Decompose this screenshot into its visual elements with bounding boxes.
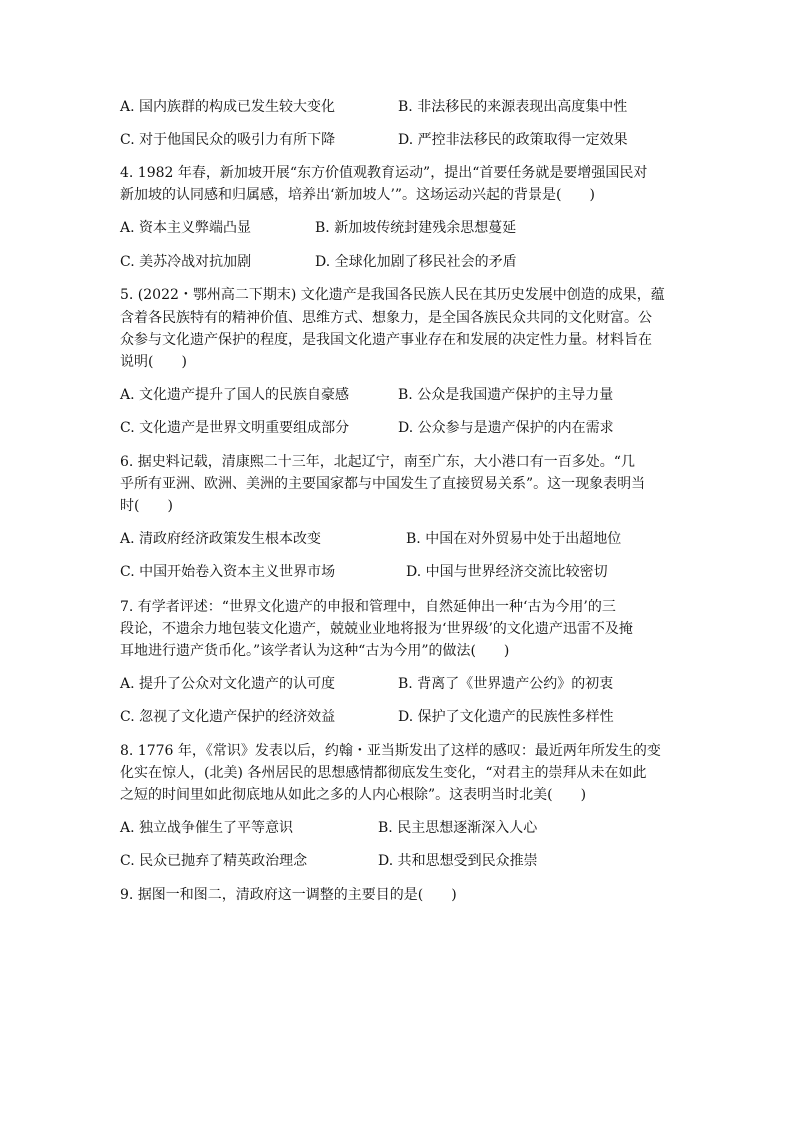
q4-stem-line-2: 新加坡的认同感和归属感，培养出‘新加坡人’”。这场运动兴起的背景是( ) [120, 187, 595, 203]
q5-stem-line-3: 众参与文化遗产保护的程度，是我国文化遗产事业存在和发展的决定性力量。材料旨在 [120, 332, 652, 348]
q3-option-a: A. 国内族群的构成已发生较大变化 [120, 99, 336, 115]
q6-stem-line-1: 6. 据史料记载，清康熙二十三年，北起辽宁，南至广东，大小港口有一百多处。“几 [120, 454, 635, 470]
q7-option-c: C. 忽视了文化遗产保护的经济效益 [120, 709, 336, 725]
q3-option-b: B. 非法移民的来源表现出高度集中性 [398, 99, 628, 115]
q9-stem-line-1: 9. 据图一和图二，清政府这一调整的主要目的是( ) [120, 887, 457, 903]
q4-option-d: D. 全球化加剧了移民社会的矛盾 [315, 254, 517, 270]
q7-stem-line-3: 耳地进行遗产货币化。”该学者认为这种“古为今用”的做法( ) [120, 643, 510, 659]
q5-option-b: B. 公众是我国遗产保护的主导力量 [398, 387, 614, 403]
q7-stem-line-2: 段论，不遗余力地包装文化遗产，兢兢业业地将报为‘世界级’的文化遗产迅雷不及掩 [120, 621, 633, 637]
q5-stem-line-2: 含着各民族特有的精神价值、思维方式、想象力，是全国各族民众共同的文化财富。公 [120, 310, 652, 326]
q8-option-b: B. 民主思想逐渐深入人心 [378, 820, 538, 836]
q3-option-d: D. 严控非法移民的政策取得一定效果 [398, 132, 628, 148]
q6-stem-line-2: 乎所有亚洲、欧洲、美洲的主要国家都与中国发生了直接贸易关系”。这一现象表明当 [120, 476, 646, 492]
q4-option-b: B. 新加坡传统封建残余思想蔓延 [315, 220, 517, 236]
q6-option-a: A. 清政府经济政策发生根本改变 [120, 531, 322, 547]
q8-option-d: D. 共和思想受到民众推崇 [378, 853, 538, 869]
q6-option-c: C. 中国开始卷入资本主义世界市场 [120, 564, 336, 580]
q8-stem-line-2: 化实在惊人，(北美) 各州居民的思想感情都彻底发生变化，“对君主的崇拜从未在如此 [120, 765, 647, 781]
q8-stem-line-1: 8. 1776 年，《常识》发表以后，约翰・亚当斯发出了这样的感叹：最近两年所发生的变 [120, 743, 661, 759]
q3-option-c: C. 对于他国民众的吸引力有所下降 [120, 132, 336, 148]
q7-option-a: A. 提升了公众对文化遗产的认可度 [120, 676, 336, 692]
q5-stem-line-4: 说明( ) [120, 354, 187, 370]
q6-stem-line-3: 时( ) [120, 498, 173, 514]
q6-option-d: D. 中国与世界经济交流比较密切 [406, 564, 608, 580]
q7-option-b: B. 背离了《世界遗产公约》的初衷 [398, 676, 614, 692]
q4-option-c: C. 美苏冷战对抗加剧 [120, 254, 252, 270]
q7-option-d: D. 保护了文化遗产的民族性多样性 [398, 709, 614, 725]
q6-option-b: B. 中国在对外贸易中处于出超地位 [406, 531, 622, 547]
q4-option-a: A. 资本主义弊端凸显 [120, 220, 252, 236]
q5-option-d: D. 公众参与是遗产保护的内在需求 [398, 420, 614, 436]
q8-stem-line-3: 之短的时间里如此彻底地从如此之多的人内心根除”。这表明当时北美( ) [120, 787, 587, 803]
q5-option-a: A. 文化遗产提升了国人的民族自豪感 [120, 387, 350, 403]
q5-option-c: C. 文化遗产是世界文明重要组成部分 [120, 420, 350, 436]
q4-stem-line-1: 4. 1982 年春，新加坡开展“东方价值观教育运动”，提出“首要任务就是要增强国民对 [120, 165, 648, 181]
q5-stem-line-1: 5. (2022・鄂州高二下期末) 文化遗产是我国各民族人民在其历史发展中创造的成果，蕴 [120, 287, 665, 303]
q8-option-a: A. 独立战争催生了平等意识 [120, 820, 294, 836]
q7-stem-line-1: 7. 有学者评述：“世界文化遗产的申报和管理中，自然延伸出一种‘古为今用’的三 [120, 599, 616, 615]
q8-option-c: C. 民众已抛弃了精英政治理念 [120, 853, 308, 869]
